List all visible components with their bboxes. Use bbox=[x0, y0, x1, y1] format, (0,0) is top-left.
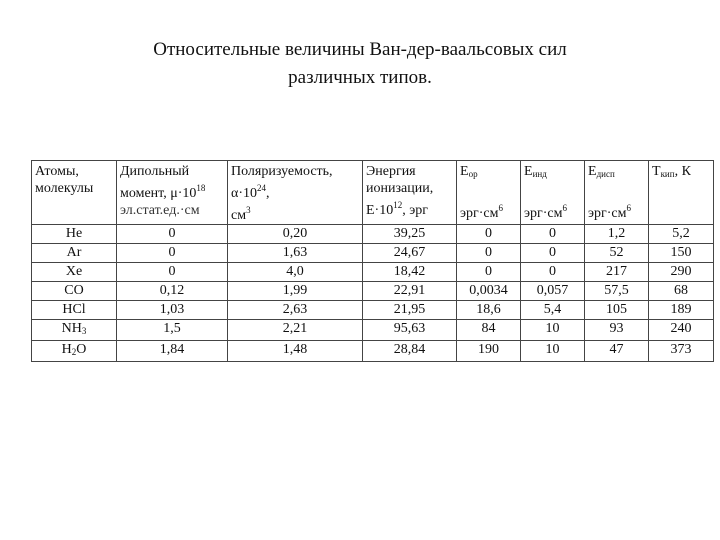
table-cell: 105 bbox=[585, 301, 649, 320]
table-cell: 22,91 bbox=[363, 282, 457, 301]
table-cell: 1,5 bbox=[117, 320, 228, 341]
row-name: Ar bbox=[32, 244, 117, 263]
title-line-1: Относительные величины Ван-дер-ваальсовых сил bbox=[153, 39, 567, 60]
header-dipole-moment: Дипольный момент, $\mu\cdot 10^{18}$ эл.стат.ед.·см bbox=[117, 161, 228, 225]
table-cell: 0 bbox=[457, 225, 521, 244]
table-cell: 0 bbox=[457, 263, 521, 282]
table-cell: 18,42 bbox=[363, 263, 457, 282]
table-cell: 150 bbox=[649, 244, 714, 263]
table-cell: 68 bbox=[649, 282, 714, 301]
table-cell: 10 bbox=[521, 320, 585, 341]
van-der-waals-table bbox=[31, 160, 714, 362]
row-name: $H_2O$ bbox=[32, 341, 117, 362]
header-e-orientation: $E_{ор}$ $эрг\cdot см^6$ bbox=[457, 161, 521, 225]
table-cell: 24,67 bbox=[363, 244, 457, 263]
header-ionization-energy: Энергия ионизации, $E\cdot 10^{12}$, эрг bbox=[363, 161, 457, 225]
table-cell: 2,21 bbox=[228, 320, 363, 341]
table-cell: 217 bbox=[585, 263, 649, 282]
table-cell: 1,84 bbox=[117, 341, 228, 362]
table-cell: 373 bbox=[649, 341, 714, 362]
table-cell: 0 bbox=[521, 225, 585, 244]
table-cell: 189 bbox=[649, 301, 714, 320]
table-cell: 10 bbox=[521, 341, 585, 362]
table-cell: 39,25 bbox=[363, 225, 457, 244]
table-cell: 57,5 bbox=[585, 282, 649, 301]
table-cell: 4,0 bbox=[228, 263, 363, 282]
table-cell: 290 bbox=[649, 263, 714, 282]
table-cell: 5,2 bbox=[649, 225, 714, 244]
table-cell: 240 bbox=[649, 320, 714, 341]
table-cell: 1,99 bbox=[228, 282, 363, 301]
table-cell: 52 bbox=[585, 244, 649, 263]
table-row bbox=[32, 320, 714, 341]
table-cell: 0 bbox=[117, 263, 228, 282]
table-cell: 47 bbox=[585, 341, 649, 362]
header-atoms: Атомы, молекулы bbox=[32, 161, 117, 225]
slide-title bbox=[0, 36, 720, 92]
header-e-induction: $E_{инд}$ $эрг\cdot см^6$ bbox=[521, 161, 585, 225]
table-cell: 93 bbox=[585, 320, 649, 341]
table-row bbox=[32, 341, 714, 362]
table-row bbox=[32, 263, 714, 282]
table-cell: 0 bbox=[521, 263, 585, 282]
table-cell: 2,63 bbox=[228, 301, 363, 320]
table-cell: 1,63 bbox=[228, 244, 363, 263]
table-cell: 190 bbox=[457, 341, 521, 362]
table-cell: 84 bbox=[457, 320, 521, 341]
table-cell: 0 bbox=[521, 244, 585, 263]
header-boiling-temp: $T_{кип}$, К bbox=[649, 161, 714, 225]
row-name: He bbox=[32, 225, 117, 244]
table-cell: 5,4 bbox=[521, 301, 585, 320]
table-cell: 1,48 bbox=[228, 341, 363, 362]
table-cell: 28,84 bbox=[363, 341, 457, 362]
title-line-2: различных типов. bbox=[288, 67, 432, 88]
table-row bbox=[32, 301, 714, 320]
table-cell: 0,057 bbox=[521, 282, 585, 301]
table-cell: 21,95 bbox=[363, 301, 457, 320]
header-row bbox=[32, 161, 714, 225]
table-row bbox=[32, 282, 714, 301]
row-name: CO bbox=[32, 282, 117, 301]
table-cell: 0,0034 bbox=[457, 282, 521, 301]
table-row bbox=[32, 225, 714, 244]
table-cell: 18,6 bbox=[457, 301, 521, 320]
table-cell: 0 bbox=[117, 225, 228, 244]
header-polarizability: Поляризуемость, $\alpha\cdot 10^{24}$, $см^3$ bbox=[228, 161, 363, 225]
row-name: $NH_3$ bbox=[32, 320, 117, 341]
table-cell: 0,12 bbox=[117, 282, 228, 301]
table-cell: 1,2 bbox=[585, 225, 649, 244]
table-row bbox=[32, 244, 714, 263]
header-e-dispersion: $E_{дисп}$ $эрг\cdot см^6$ bbox=[585, 161, 649, 225]
row-name: HCl bbox=[32, 301, 117, 320]
table-cell: 0 bbox=[457, 244, 521, 263]
table-cell: 0 bbox=[117, 244, 228, 263]
table-cell: 1,03 bbox=[117, 301, 228, 320]
row-name: Xe bbox=[32, 263, 117, 282]
table-cell: 95,63 bbox=[363, 320, 457, 341]
table-cell: 0,20 bbox=[228, 225, 363, 244]
